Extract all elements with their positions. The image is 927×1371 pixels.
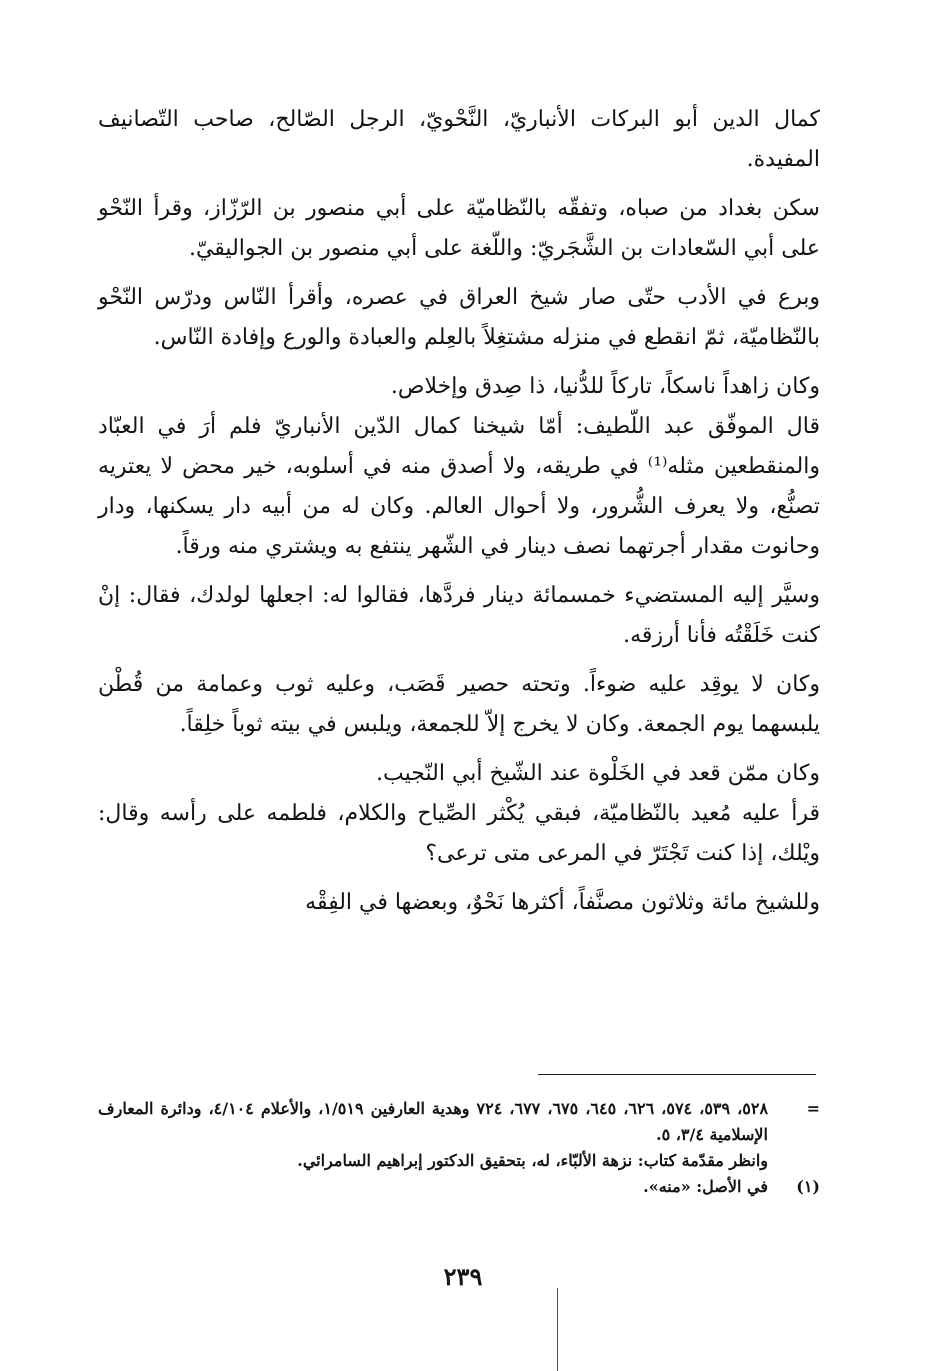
page-number: ٢٣٩	[443, 1262, 483, 1291]
footnote-1	[98, 1174, 820, 1200]
paragraph-4: وكان زاهداً ناسكاً، تاركاً للدُّنيا، ذا صِدق وإخلاص.	[390, 374, 820, 399]
paragraph-10: وللشيخ مائة وثلاثون مصنَّفاً، أكثرها نَحْوٌ، وبعضها في الفِقْه	[305, 890, 820, 915]
binding-gutter-line	[557, 1288, 558, 1371]
footnotes	[98, 1096, 820, 1200]
footnote-continuation	[98, 1096, 820, 1148]
paragraph-2: سكن بغداد من صباه، وتفقّه بالنّظاميّة على أبي منصور بن الرّزّاز، وقرأ النّحْو على أبي السّعادات بن الشَّجَريّ: واللّغة على أبي منصور بن الجواليقيّ.	[98, 196, 820, 261]
footnote-text: وانظر مقدّمة كتاب: نزهة الألبّاء، له، بتحقيق الدكتور إبراهيم السامرائي.	[297, 1151, 768, 1170]
paragraph-6: وسيَّر إليه المستضيء خمسمائة دينار فردَّها، فقالوا له: اجعلها لولدك، فقال: إنْ كنت خَلَقْتُه فأنا أرزقه.	[98, 583, 820, 648]
footnote-mark: =	[806, 1099, 820, 1118]
footnote-separator	[538, 1074, 816, 1075]
paragraph-1: كمال الدين أبو البركات الأنباريّ، النَّحْويّ، الرجل الصّالح، صاحب التّصانيف المفيدة.	[98, 107, 820, 172]
paragraph-9: قرأ عليه مُعيد بالنّظاميّة، فبقي يُكْثر الصِّياح والكلام، فلطمه على رأسه وقال: ويْلك، إذا كنت تَجْتَرّ في المرعى متى ترعى؟	[98, 801, 820, 866]
paragraph-5: قال الموفّق عبد اللّطيف: أمّا شيخنا كمال الدّين الأنباريّ فلم أرَ في العبّاد والمنقطعين مثله⁽¹⁾ في طريقه، ولا أصدق منه في أسلوبه، خير محض لا يعتريه تصنُّع، ولا يعرف الشُّرور، ولا أحوال العالم. وكان له من أبيه دار يسكنها، ودار وحانوت مقدار أجرتهما نصف دينار في الشّهر ينتفع به ويشتري منه ورقاً.	[98, 414, 820, 559]
paragraph-7: وكان لا يوقِد عليه ضوءاً. وتحته حصير قَصَب، وعليه ثوب وعمامة من قُطْن يلبسهما يوم الجمعة. وكان لا يخرج إلاّ للجمعة، ويلبس في بيته ثوباً خلِقاً.	[98, 672, 820, 737]
main-text-body	[98, 100, 820, 932]
footnote-text: في الأصل: «منه».	[643, 1177, 768, 1196]
paragraph-3: وبرع في الأدب حتّى صار شيخ العراق في عصره، وأقرأ النّاس ودرّس النّحْو بالنّظاميّة، ثمّ انقطع في منزله مشتغِلاً بالعِلم والعبادة والورع وإفادة النّاس.	[98, 285, 820, 350]
footnote-mark: (١)	[796, 1177, 820, 1196]
paragraph-8: وكان ممّن قعد في الخَلْوة عند الشّيخ أبي النّجيب.	[376, 761, 820, 786]
footnote-see-also	[98, 1148, 820, 1174]
footnote-text: ٥٢٨، ٥٣٩، ٥٧٤، ٦٢٦، ٦٤٥، ٦٧٥، ٦٧٧، ٧٢٤ وهدية العارفين ١/٥١٩، والأعلام ٤/١٠٤، ودائرة المعارف الإسلامية ٣/٤، ٥.	[98, 1099, 769, 1144]
